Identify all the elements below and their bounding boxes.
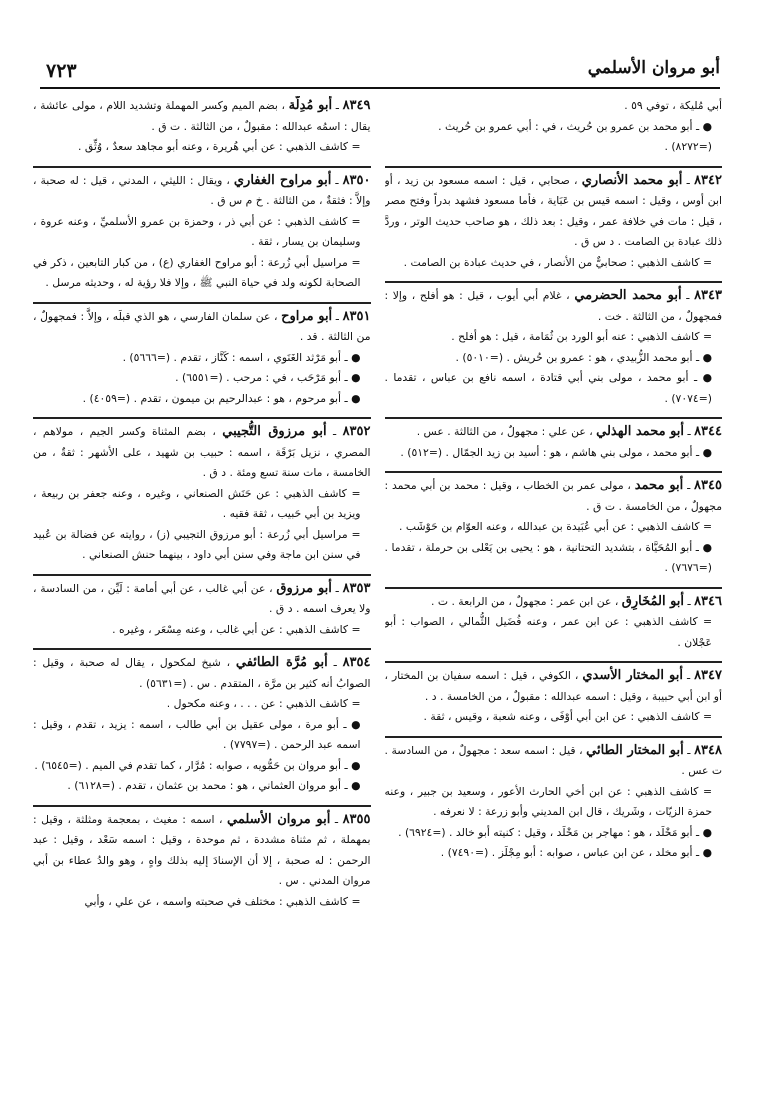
entry-line: ٨٣٤٧ ـ أبو المختار الأسدي ، الكوفي ، قيل : اسمه سفيان بن المختار ، أو ابن أبي حبيبة ، وقيل : اسمه عبدالله : مقبولٌ ، من الخامسة . د . — [384, 668, 722, 703]
entry-name: أبو مرزوق — [276, 580, 332, 596]
entry-name: أبو المختار الأسدي — [582, 668, 683, 683]
entry-number: ٨٣٤٣ — [694, 288, 722, 303]
biography-entry — [33, 805, 371, 913]
entry-number: ٨٣٤٤ — [694, 424, 722, 439]
entry-text: ● ـ أبو مروان العثماني ، هو : محمد بن عثمان ، تقدم . (=٦١٢٨) . — [67, 779, 361, 792]
entry-line: ٨٣٥٣ ـ أبو مرزوق ، عن أبي غالب ، عن أبي أمامة : لَيِّن ، من السادسة ، ولا يعرف اسمه . د ق . — [33, 580, 371, 615]
entry-line — [385, 843, 723, 864]
entry-text: عن علي : مجهولٌ ، من الثالثة . عس . — [416, 425, 586, 438]
entry-text: = كاشف الذهبي : عن أبي غالب ، وعنه مِسْعَر ، وغيره . — [112, 622, 361, 636]
entry-text: ● ـ أبو مَخْلَد ، هو : مهاجر بن مَخْلَد ، وقيل : كنيته أبو خالد . (=٦٩٢٤) . — [398, 825, 712, 839]
entry-text: ● ـ أبو محمد الزُّبيدي ، هو : عمرو بن حُريش . (=٥٠١٠) . — [455, 350, 712, 364]
entry-text: = كاشف الذهبي : صحابيٌّ من الأنصار ، في حديث عبادة بن الصامت . — [403, 255, 712, 269]
entry-number: ٨٣٥٢ — [342, 424, 371, 439]
biography-entry — [385, 417, 723, 463]
entry-text: = كاشف الذهبي : عن حَنَش الصنعاني ، وغيره ، وعنه جعفر بن ربيعة ، ويزيد بن أبي حَبيب ، ثقة فقيه . — [33, 486, 361, 520]
entry-name: أبو مُرَّة الطائفي — [235, 655, 328, 670]
entry-text: = كاشف الذهبي : عنه أبو الورد بن ثُمَامة ، قيل : هو أفلح . — [451, 330, 712, 343]
entry-number: ٨٣٤٢ — [694, 172, 722, 188]
entry-name: أبو مُدِلَّة — [288, 98, 333, 113]
entry-line — [385, 117, 723, 138]
entry-line: ٨٣٥٠ ـ أبو مراوح الغفاري ، ويقال : الليثي ، المدني ، قيل : له صحبة ، وإلاَّ : فثقةٌ ، من الثالثة . خ م س ق . — [33, 172, 371, 207]
biography-entry — [385, 281, 723, 409]
entry-line — [385, 96, 723, 117]
entry-text: ● ـ أبو مرحوم ، هو : عبدالرحيم بن ميمون ، تقدم . (=٤٠٥٩) . — [82, 391, 361, 405]
biography-entry — [385, 166, 723, 274]
entry-text: أبي مُليكة ، توفي ٥٩ . — [624, 99, 722, 112]
entry-line — [33, 525, 371, 566]
entry-line — [33, 892, 371, 913]
entry-line — [385, 137, 723, 158]
entry-text: عن أبي غالب ، عن أبي أمامة : لَيِّن ، من السادسة ، ولا يعرف اسمه . د ق . — [33, 581, 371, 615]
entry-line: ٨٣٥٤ ـ أبو مُرَّة الطائفي ، شيخ لمكحول ، يقال له صحبة ، وقيل : الصوابُ أنه كثير بن مرَّة ، المتقدم . س . (=٥٦٣١) . — [33, 655, 371, 690]
entry-line: ٨٣٥٢ ـ أبو مرزوق التُّجيبي ، بضم المثناة وكسر الجيم ، مولاهم ، المصري ، نزيل بَرْقَة ، اسمه : حبيب بن شهيد ، على الأشهر : ثقةٌ ، من الخامسة ، مات سنة تسع ومئة . د ق . — [33, 424, 371, 479]
entry-line — [33, 620, 371, 641]
entry-text: ● ـ أبو مرة ، مولى عقيل بن أبي طالب ، اسمه : يزيد ، تقدم ، وقيل : اسمه عبد الرحمن . (=٧٧٩٧) . — [33, 717, 361, 751]
left-column — [33, 96, 371, 1083]
entry-text: ويقال : الليثي ، المدني ، قيل : له صحبة ، وإلاَّ : فثقةٌ ، من الثالثة . خ م س ق . — [33, 173, 371, 207]
entry-number: ٨٣٥٤ — [342, 655, 371, 670]
entry-text: = مراسيل أبي زُرعة : أبو مراوح الغفاري (ع) ، من كبار التابعين ، ذكر في الصحابة لكونه ولد في حياة النبي ﷺ ، وإلا فلا رؤية له ، وحديثه مرسل . — [33, 255, 361, 289]
entry-text: = مراسيل أبي زُرعة : أبو مرزوق التجيبي (ز) ، روايته عن فضالة بن عُبيد في سنن ابن ماجة وفي سنن أبي داود ، بينهما حنش الصنعاني . — [33, 527, 361, 561]
entry-line: ٨٣٤٩ ـ أبو مُدِلَّة ، بضم الميم وكسر المهملة وتشديد اللام ، مولى عائشة ، يقال : اسمُه عبدالله : مقبولٌ ، من الثالثة . ت ق . — [33, 98, 371, 133]
entry-text: قيل : اسمه سعد : مجهولٌ ، من السادسة . ت عس . — [384, 743, 722, 777]
entry-line — [385, 253, 723, 274]
header-rule — [40, 87, 720, 89]
biography-entry — [33, 574, 371, 641]
entry-name: أبو محمد الهذلي — [596, 424, 685, 439]
entry-line — [385, 612, 723, 653]
entry-number: ٨٣٥٥ — [342, 811, 371, 827]
entry-line — [33, 212, 371, 253]
entry-line — [33, 137, 371, 158]
page-number: ٧٢٣ — [46, 60, 77, 82]
page-header — [40, 56, 720, 88]
entry-text: ● ـ أبو محمد بن عمرو بن حُريث ، في : أبي عمرو بن حُريث . — [438, 119, 712, 133]
entry-line — [33, 253, 371, 294]
entry-text: ● ـ أبو مخلد ، عن ابن عباس ، صوابه : أبو مِجْلَز . (=٧٤٩٠) . — [440, 846, 712, 859]
entry-text: = كاشف الذهبي : عن ابن أبي أوْفَى ، وعنه شعبة ، وقيس ، ثقة . — [423, 710, 712, 723]
biography-entry — [33, 648, 371, 797]
entry-text: = كاشف الذهبي : عن . . . ، وعنه مكحول . — [166, 697, 361, 710]
entry-number: ٨٣٥١ — [342, 308, 371, 324]
biography-entry — [33, 302, 371, 410]
entry-line — [33, 368, 371, 389]
entry-number: ٨٣٤٩ — [342, 98, 371, 113]
entry-text: = كاشف الذهبي : عن ابن عمر ، وعنه فُضَيل الثُّمالي ، الصواب : أبو عَجْلان . — [384, 615, 712, 649]
right-column — [385, 96, 723, 1083]
entry-text: (=٨٢٧٢) . — [664, 140, 712, 153]
entry-line — [33, 715, 371, 756]
entry-name: أبو محمد الحضرمي — [574, 288, 682, 303]
entry-name: أبو مرزوق التُّجيبي — [222, 424, 327, 439]
entry-number: ٨٣٤٦ — [694, 593, 722, 609]
entry-text: = كاشف الذهبي : عن أبي ذر ، وحمزة بن عمرو الأسلميِّ ، وعنه عروة ، وسليمان بن يسار ، ثقة . — [33, 214, 361, 248]
entry-text: ● ـ أبو مروان بن حَمُّويه ، صوابه : مُرَّار ، كما تقدم في الميم . (=٦٥٤٥) . — [34, 758, 361, 772]
entry-name: أبو مراوح — [281, 308, 333, 324]
entry-number: ٨٣٥٣ — [342, 580, 371, 596]
entry-name: أبو مروان الأسلمي — [227, 811, 331, 827]
entry-line: ٨٣٤٤ ـ أبو محمد الهذلي ، عن علي : مجهولٌ ، من الثالثة . عس . — [416, 424, 722, 439]
entry-text: ● ـ أبو مَرْحَب ، في : مرحب . (=٦٥٥١) . — [175, 371, 361, 384]
entry-line — [385, 443, 723, 464]
entry-text: صحابي ، قيل : اسمه مسعود بن زيد ، أو ابن أوس ، وقيل : اسمه قيس بن عَبَاية ، فأما مسعود فشهد بدراً وفتح مصر ، قيل : مات في خلافة عمر ، وقيل : بعد ذلك ، هو صاحب حديث الوتر ، وردَّ ذلك عبادة بن الصامت . د س ق . — [384, 173, 722, 248]
entry-name: أبو مراوح الغفاري — [233, 172, 332, 188]
entry-text: مولى عمر بن الخطاب ، وقيل : محمد بن أبي محمد : مجهولٌ ، من الخامسة . ت ق . — [384, 479, 722, 513]
entry-line: ٨٣٤٣ ـ أبو محمد الحضرمي ، غلام أبي أيوب ، قيل : هو أفلح ، وإلا : فمجهولٌ ، من الثالثة . خت . — [384, 288, 722, 323]
entry-number: ٨٣٤٨ — [694, 742, 722, 758]
biography-entry — [33, 96, 371, 158]
entry-line: ٨٣٤٦ ـ أبو المُخَارِق ، عن ابن عمر : مجهولٌ ، من الرابعة . ت . — [430, 593, 722, 609]
entry-text: عن ابن عمر : مجهولٌ ، من الرابعة . ت . — [430, 594, 612, 608]
entry-line: ٨٣٥٥ ـ أبو مروان الأسلمي ، اسمه : مغيث ، بمعجمة ومثلثة ، وقيل : بمهملة ، ثم مثناة مشددة ، ثم موحدة ، وقيل : اسمه سَعْد ، وقيل : عبد الرحمن : له صحبة ، إلا أن الإسنادَ إليه بذلك واهٍ ، وهو والدُ عطاء بن أبي مروان المدني . س . — [33, 811, 371, 887]
biography-entry — [33, 417, 371, 566]
entry-text: بضم المثناة وكسر الجيم ، مولاهم ، المصري ، نزيل بَرْقَة ، اسمه : حبيب بن شهيد ، على الأشهر : ثقةٌ ، من الخامسة ، مات سنة تسع ومئة . د ق . — [33, 425, 371, 479]
running-title: أبو مروان الأسلمي — [587, 58, 720, 78]
entry-text: اسمه : مغيث ، بمعجمة ومثلثة ، وقيل : بمهملة ، ثم مثناة مشددة ، ثم موحدة ، وقيل : اسمه سَعْد ، وقيل : عبد الرحمن : له صحبة ، إلا أن الإسنادَ إليه بذلك واهٍ ، وهو والدُ عطاء بن أبي مروان المدني . س . — [33, 812, 371, 887]
entry-line — [33, 756, 371, 777]
entry-text: = كاشف الذهبي : عن ابن أخي الحارث الأعور ، وسعيد بن جبير ، وعنه حمزة الزيّات ، وشَريك ، قال ابن المديني وأبو زرعة : لا نعرفه . — [384, 784, 712, 818]
entry-number: ٨٣٤٧ — [694, 668, 722, 683]
entry-line — [385, 517, 723, 538]
entry-line — [33, 484, 371, 525]
entry-line — [385, 327, 723, 348]
entry-line — [33, 776, 371, 797]
entry-name: أبو محمد — [634, 478, 684, 493]
text-columns — [33, 96, 722, 1083]
entry-number: ٨٣٥٠ — [342, 172, 371, 188]
biography-entry — [33, 166, 371, 294]
entry-line — [385, 782, 723, 823]
biography-entry — [385, 96, 723, 158]
entry-number: ٨٣٤٥ — [694, 478, 722, 493]
entry-text: ● ـ أبو المُحَيَّاة ، بتشديد التحتانية ، هو : يحيى بن يَعْلى بن حرملة ، تقدما . (=٧٦٧٦) . — [384, 540, 712, 574]
entry-line — [385, 348, 723, 369]
entry-line — [385, 368, 723, 409]
entry-line — [385, 538, 723, 579]
biography-entry — [385, 736, 723, 864]
biography-entry — [385, 587, 723, 654]
entry-line — [385, 823, 723, 844]
entry-line — [33, 348, 371, 369]
entry-text: ● ـ أبو مَرْثد الغَنَوي ، اسمه : كَنَّاز ، تقدم . (=٥٦٦٦) . — [122, 350, 361, 364]
entry-text: = كاشف الذهبي : عن أبي عُبَيدة بن عبدالله ، وعنه العوّام بن حَوْشَب . — [399, 520, 712, 533]
entry-line — [385, 707, 723, 728]
entry-line: ٨٣٤٥ ـ أبو محمد ، مولى عمر بن الخطاب ، وقيل : محمد بن أبي محمد : مجهولٌ ، من الخامسة . ت ق . — [384, 478, 722, 513]
biography-entry — [385, 471, 723, 579]
entry-text: بضم الميم وكسر المهملة وتشديد اللام ، مولى عائشة ، يقال : اسمُه عبدالله : مقبولٌ ، من الثالثة . ت ق . — [33, 99, 371, 133]
entry-line — [33, 389, 371, 410]
entry-text: ● ـ أبو محمد ، مولى بني هاشم ، هو : أسيد بن زيد الجمّال . (=٥١٢) . — [400, 445, 712, 459]
entry-name: أبو محمد الأنصاري — [581, 172, 683, 188]
entry-name: أبو المختار الطائي — [586, 742, 684, 758]
entry-text: = كاشف الذهبي : عن أبي هُريرة ، وعنه أبو مجاهد سعدٌ ، وُثِّق . — [78, 140, 361, 153]
entry-text: = كاشف الذهبي : مختلف في صحبته واسمه ، عن علي ، وأبي — [84, 894, 361, 908]
entry-text: شيخ لمكحول ، يقال له صحبة ، وقيل : الصوابُ أنه كثير بن مرَّة ، المتقدم . س . (=٥٦٣١) . — [33, 656, 371, 690]
entry-text: عن سلمان الفارسي ، هو الذي قبلَه ، وإلاَّ : فمجهولٌ ، من الثالثة . قد . — [33, 309, 371, 343]
entry-line: ٨٣٤٢ ـ أبو محمد الأنصاري ، صحابي ، قيل : اسمه مسعود بن زيد ، أو ابن أوس ، وقيل : اسمه قيس بن عَبَاية ، فأما مسعود فشهد بدراً وفتح مصر ، قيل : مات في خلافة عمر ، وقيل : بعد ذلك ، هو صاحب حديث الوتر ، وردَّ ذلك عبادة بن الصامت . د س ق . — [384, 172, 722, 248]
entry-name: أبو المُخَارِق — [621, 593, 685, 609]
entry-text: الكوفي ، قيل : اسمه سفيان بن المختار ، أو ابن أبي حبيبة ، وقيل : اسمه عبدالله : مقبولٌ ، من الخامسة . د . — [384, 669, 722, 703]
entry-text: ● ـ أبو محمد ، مولى بني أبي قتادة ، اسمه نافع بن عباس ، تقدما . (=٧٠٧٤) . — [384, 371, 712, 405]
entry-line: ٨٣٤٨ ـ أبو المختار الطائي ، قيل : اسمه سعد : مجهولٌ ، من السادسة . ت عس . — [384, 742, 722, 777]
entry-line: ٨٣٥١ ـ أبو مراوح ، عن سلمان الفارسي ، هو الذي قبلَه ، وإلاَّ : فمجهولٌ ، من الثالثة . قد . — [33, 308, 371, 343]
biography-entry — [385, 661, 723, 728]
entry-line — [33, 694, 371, 715]
entry-text: غلام أبي أيوب ، قيل : هو أفلح ، وإلا : فمجهولٌ ، من الثالثة . خت . — [384, 289, 722, 323]
